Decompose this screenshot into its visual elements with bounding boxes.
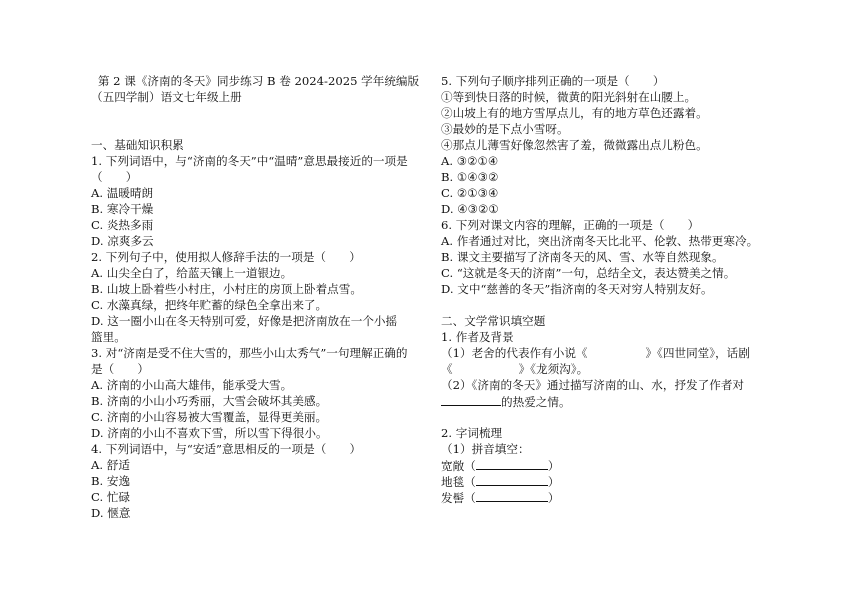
q1-option-c: C. 炎热多雨 (91, 218, 154, 232)
q5-option-a: A. ③②①④ (441, 154, 499, 168)
q4-option-c: C. 忙碌 (91, 490, 131, 504)
pinyin-blank-3[interactable] (476, 489, 548, 502)
q6-option-b: B. 课文主要描写了济南冬天的风、雪、水等自然现象。 (441, 250, 724, 264)
pinyin-row-3: 发髻（ ） (441, 491, 560, 505)
q5-sentence-3: ③最妙的是下点小雪呀。 (441, 122, 569, 136)
sub1-line1-a: （1）老舍的代表作有小说《 (441, 346, 588, 360)
doc-title-line1: 第 2 课《济南的冬天》同步练习 B 卷 2024-2025 学年统编版 (97, 74, 420, 88)
q6-stem: 6. 下列对课文内容的理解，正确的一项是（ ） (441, 218, 700, 232)
q4-option-d: D. 惬意 (91, 506, 131, 520)
sub1-line1-b: 》《四世同堂》，话剧 (645, 346, 750, 360)
right-column (441, 73, 791, 505)
q1-option-d: D. 凉爽多云 (91, 234, 154, 248)
section1-heading: 一、基础知识积累 (91, 138, 184, 152)
section2-heading: 二、文学常识填空题 (441, 314, 546, 328)
sub1-line2-b: 》《龙须沟》。 (518, 362, 589, 376)
pinyin-blank-2[interactable] (476, 473, 548, 486)
q5-sentence-4: ④那点儿薄雪好像忽然害了羞，微微露出点儿粉色。 (441, 138, 708, 152)
q2-option-d-cont: 篮里。 (91, 330, 126, 344)
pinyin-word-3: 发髻 (441, 491, 465, 505)
q5-stem: 5. 下列句子顺序排列正确的一项是（ ） (441, 74, 665, 88)
q6-option-d: D. 文中“慈善的冬天”指济南的冬天对穷人特别友好。 (441, 282, 713, 296)
q1-option-b: B. 寒冷干燥 (91, 202, 154, 216)
doc-title-line2: （五四学制）语文七年级上册 (91, 90, 242, 104)
q3-stem: 3. 对“济南是受不住大雪的，那些小山太秀气”一句理解正确的 (91, 346, 408, 360)
pinyin-word-1: 宽敞 (441, 459, 465, 473)
q1-stem: 1. 下列词语中，与“济南的冬天”中“温晴”意思最接近的一项是 (91, 154, 408, 168)
sub1-line2 (441, 361, 791, 377)
left-column (91, 73, 426, 521)
sub1-line2-a: 《 (441, 362, 453, 376)
q3-option-c: C. 济南的小山容易被大雪覆盖，显得更美丽。 (91, 410, 328, 424)
q4-option-b: B. 安逸 (91, 474, 131, 488)
sub1-line4-text: 的热爱之情。 (501, 395, 571, 409)
q2-stem: 2. 下列句子中，使用拟人修辞手法的一项是（ ） (91, 250, 361, 264)
q2-option-a: A. 山尖全白了，给蓝天镶上一道银边。 (91, 266, 293, 280)
blank-love[interactable] (441, 393, 501, 406)
pinyin-blank-1[interactable] (476, 457, 548, 470)
q2-option-b: B. 山坡上卧着些小村庄，小村庄的房顶上卧着点雪。 (91, 282, 362, 296)
q5-option-d: D. ④③②① (441, 202, 499, 216)
pinyin-row-1: 宽敞（ ） (441, 459, 560, 473)
sub1-line3: （2）《济南的冬天》通过描写济南的山、水，抒发了作者对 (441, 378, 745, 392)
q4-stem: 4. 下列词语中，与“安适”意思相反的一项是（ ） (91, 442, 362, 456)
pinyin-word-2: 地毯 (441, 475, 465, 489)
q6-option-c: C. “这就是冬天的济南”一句，总结全文，表达赞美之情。 (441, 266, 736, 280)
q4-option-a: A. 舒适 (91, 458, 130, 472)
q5-sentence-1: ①等到快日落的时候，微黄的阳光斜射在山腰上。 (441, 90, 697, 104)
q6-option-a: A. 作者通过对比，突出济南冬天比北平、伦敦、热带更寒冷。 (441, 234, 759, 248)
sub1-line4 (441, 393, 791, 409)
q3-option-a: A. 济南的小山高大雄伟，能承受大雪。 (91, 378, 293, 392)
sub2-title: 2. 字词梳理 (441, 426, 503, 440)
q2-option-d: D. 这一圈小山在冬天特别可爱，好像是把济南放在一个小摇 (91, 314, 398, 328)
pinyin-row-2: 地毯（ ） (441, 475, 560, 489)
q5-option-b: B. ①④③② (441, 170, 499, 184)
pinyin-title: （1）拼音填空： (441, 442, 530, 456)
q3-option-b: B. 济南的小山小巧秀丽，大雪会破坏其美感。 (91, 394, 328, 408)
sub1-line1 (441, 345, 791, 361)
q3-option-d: D. 济南的小山不喜欢下雪，所以雪下得很小。 (91, 426, 328, 440)
q2-option-c: C. 水藻真绿，把终年贮蓄的绿色全拿出来了。 (91, 298, 328, 312)
q5-sentence-2: ②山坡上有的地方雪厚点儿，有的地方草色还露着。 (441, 106, 708, 120)
q5-option-c: C. ②①③④ (441, 186, 499, 200)
q1-option-a: A. 温暖晴朗 (91, 186, 154, 200)
q1-stem-cont: （ ） (91, 170, 138, 184)
sub1-title: 1. 作者及背景 (441, 330, 514, 344)
q3-stem-cont: 是（ ） (91, 362, 149, 376)
